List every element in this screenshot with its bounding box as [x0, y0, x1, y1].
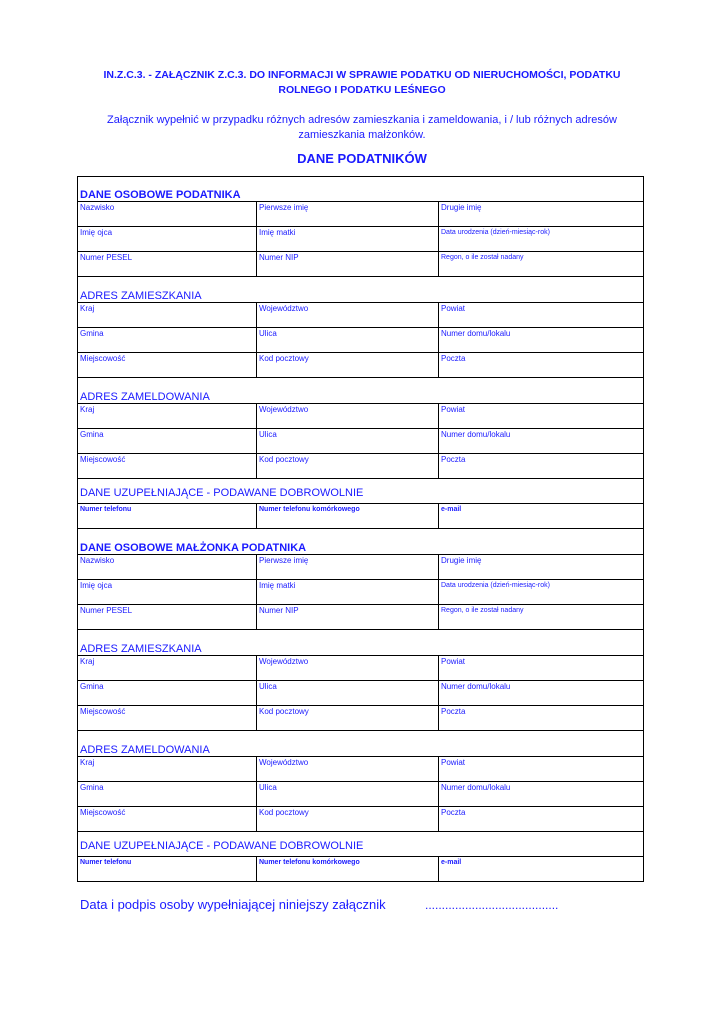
- section-title: DANE OSOBOWE MAŁŻONKA PODATNIKA: [80, 542, 307, 554]
- field-gmina[interactable]: Gmina: [78, 681, 257, 705]
- field-kod-pocztowy[interactable]: Kod pocztowy: [257, 353, 439, 377]
- form-row: [78, 352, 643, 377]
- field-nazwisko[interactable]: Nazwisko: [78, 555, 257, 579]
- field-powiat[interactable]: Powiat: [441, 657, 466, 666]
- field-ulica[interactable]: Ulica: [257, 681, 439, 705]
- field-numer-domu[interactable]: Numer domu/lokalu: [441, 430, 511, 439]
- section-title: DANE UZUPEŁNIAJĄCE - PODAWANE DOBROWOLNIE: [80, 487, 364, 499]
- form-row: [78, 604, 643, 629]
- form-row: [78, 806, 643, 831]
- signature-line[interactable]: ........................................: [425, 898, 559, 912]
- section-title: ADRES ZAMELDOWANIA: [80, 391, 210, 403]
- form-row: [78, 554, 643, 579]
- signature-label: Data i podpis osoby wypełniającej niniejszy załącznik: [80, 897, 386, 912]
- field-email[interactable]: e-mail: [441, 506, 462, 513]
- field-wojewodztwo[interactable]: Województwo: [257, 656, 439, 680]
- form-row: [78, 655, 643, 680]
- field-poczta[interactable]: Poczta: [441, 455, 466, 464]
- field-data-urodzenia[interactable]: Data urodzenia (dzień-miesiąc-rok): [441, 229, 550, 236]
- field-powiat[interactable]: Powiat: [441, 304, 466, 313]
- form-row: [78, 503, 643, 528]
- section-personal-spouse: [78, 528, 643, 554]
- field-pesel[interactable]: Numer PESEL: [78, 605, 257, 629]
- section-supplementary: [78, 831, 643, 856]
- field-wojewodztwo[interactable]: Województwo: [257, 303, 439, 327]
- form-row: [78, 302, 643, 327]
- field-imie-ojca[interactable]: Imię ojca: [78, 580, 257, 604]
- form-title: [70, 68, 654, 98]
- field-poczta[interactable]: Poczta: [441, 354, 466, 363]
- field-gmina[interactable]: Gmina: [78, 328, 257, 352]
- form-row: [78, 756, 643, 781]
- section-supplementary: [78, 478, 643, 503]
- field-ulica[interactable]: Ulica: [257, 782, 439, 806]
- section-title: ADRES ZAMELDOWANIA: [80, 744, 210, 756]
- field-miejscowosc[interactable]: Miejscowość: [78, 706, 257, 730]
- field-imie-matki[interactable]: Imię matki: [257, 580, 439, 604]
- section-residence-address: [78, 629, 643, 655]
- form-row: [78, 579, 643, 604]
- form-row: [78, 856, 643, 882]
- form-row: [78, 327, 643, 352]
- form-note: [90, 113, 634, 143]
- field-imie-matki[interactable]: Imię matki: [257, 227, 439, 251]
- section-title: ADRES ZAMIESZKANIA: [80, 643, 202, 655]
- field-powiat[interactable]: Powiat: [441, 758, 466, 767]
- taxpayer-form: [77, 176, 644, 882]
- field-kod-pocztowy[interactable]: Kod pocztowy: [257, 807, 439, 831]
- field-poczta[interactable]: Poczta: [441, 808, 466, 817]
- form-row: [78, 680, 643, 705]
- form-title-line1: IN.Z.C.3. - ZAŁĄCZNIK Z.C.3. DO INFORMACJI W SPRAWIE PODATKU OD NIERUCHOMOŚCI, PODATKU: [103, 69, 621, 81]
- section-registration-address: [78, 730, 643, 756]
- form-row: [78, 428, 643, 453]
- section-personal-taxpayer: [78, 177, 643, 201]
- field-data-urodzenia[interactable]: Data urodzenia (dzień-miesiąc-rok): [441, 582, 550, 589]
- section-title: DANE UZUPEŁNIAJĄCE - PODAWANE DOBROWOLNIE: [80, 840, 364, 852]
- field-powiat[interactable]: Powiat: [441, 405, 466, 414]
- form-row: [78, 201, 643, 226]
- field-wojewodztwo[interactable]: Województwo: [257, 404, 439, 428]
- form-row: [78, 226, 643, 251]
- field-numer-domu[interactable]: Numer domu/lokalu: [441, 329, 511, 338]
- form-row: [78, 781, 643, 806]
- field-email[interactable]: e-mail: [441, 859, 462, 866]
- section-title: DANE OSOBOWE PODATNIKA: [80, 189, 241, 201]
- field-ulica[interactable]: Ulica: [257, 328, 439, 352]
- field-kod-pocztowy[interactable]: Kod pocztowy: [257, 706, 439, 730]
- field-kraj[interactable]: Kraj: [78, 404, 257, 428]
- field-telefon[interactable]: Numer telefonu: [78, 857, 257, 882]
- main-heading: DANE PODATNIKÓW: [297, 151, 427, 166]
- field-imie-ojca[interactable]: Imię ojca: [78, 227, 257, 251]
- field-telefon-komorkowy[interactable]: Numer telefonu komórkowego: [257, 504, 439, 528]
- form-note-line2: zamieszkania małżonków.: [298, 129, 426, 141]
- section-residence-address: [78, 276, 643, 302]
- field-nip[interactable]: Numer NIP: [257, 252, 439, 276]
- field-gmina[interactable]: Gmina: [78, 782, 257, 806]
- field-kod-pocztowy[interactable]: Kod pocztowy: [257, 454, 439, 478]
- field-gmina[interactable]: Gmina: [78, 429, 257, 453]
- form-row: [78, 403, 643, 428]
- field-miejscowosc[interactable]: Miejscowość: [78, 353, 257, 377]
- field-nip[interactable]: Numer NIP: [257, 605, 439, 629]
- field-miejscowosc[interactable]: Miejscowość: [78, 454, 257, 478]
- field-kraj[interactable]: Kraj: [78, 656, 257, 680]
- field-pesel[interactable]: Numer PESEL: [78, 252, 257, 276]
- field-numer-domu[interactable]: Numer domu/lokalu: [441, 783, 511, 792]
- form-note-line1: Załącznik wypełnić w przypadku różnych adresów zamieszkania i zameldowania, i / lub różnych adresów: [107, 114, 617, 126]
- field-drugie-imie[interactable]: Drugie imię: [441, 203, 482, 212]
- form-row: [78, 705, 643, 730]
- field-telefon[interactable]: Numer telefonu: [78, 504, 257, 528]
- field-poczta[interactable]: Poczta: [441, 707, 466, 716]
- field-pierwsze-imie[interactable]: Pierwsze imię: [257, 555, 439, 579]
- field-kraj[interactable]: Kraj: [78, 757, 257, 781]
- field-regon[interactable]: Regon, o ile został nadany: [441, 607, 524, 614]
- field-pierwsze-imie[interactable]: Pierwsze imię: [257, 202, 439, 226]
- field-kraj[interactable]: Kraj: [78, 303, 257, 327]
- form-row: [78, 251, 643, 276]
- field-ulica[interactable]: Ulica: [257, 429, 439, 453]
- field-miejscowosc[interactable]: Miejscowość: [78, 807, 257, 831]
- field-wojewodztwo[interactable]: Województwo: [257, 757, 439, 781]
- field-numer-domu[interactable]: Numer domu/lokalu: [441, 682, 511, 691]
- field-telefon-komorkowy[interactable]: Numer telefonu komórkowego: [257, 857, 439, 882]
- section-title: ADRES ZAMIESZKANIA: [80, 290, 202, 302]
- form-title-line2: ROLNEGO I PODATKU LEŚNEGO: [278, 84, 446, 96]
- field-nazwisko[interactable]: Nazwisko: [78, 202, 257, 226]
- form-row: [78, 453, 643, 478]
- section-registration-address: [78, 377, 643, 403]
- field-regon[interactable]: Regon, o ile został nadany: [441, 254, 524, 261]
- field-drugie-imie[interactable]: Drugie imię: [441, 556, 482, 565]
